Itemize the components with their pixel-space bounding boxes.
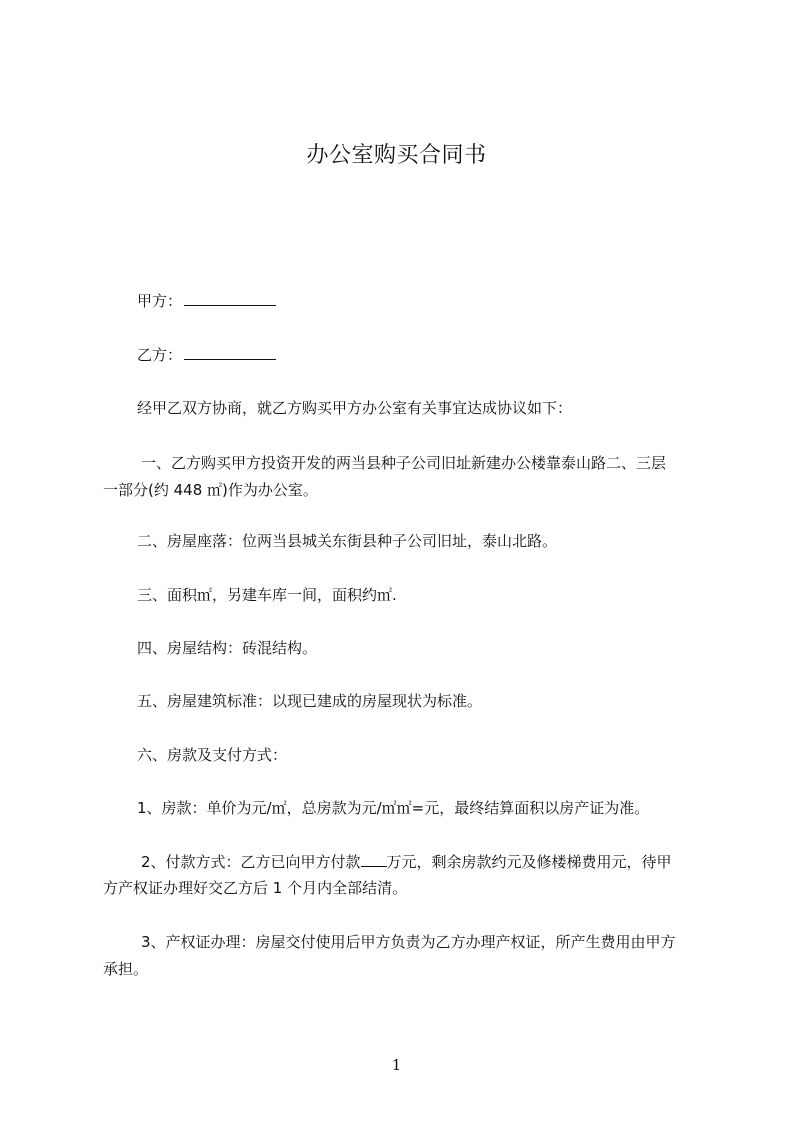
clause-4: 四、房屋结构：砖混结构。: [137, 639, 318, 657]
clause-1-line-2: 一部分(约 448 ㎡)作为办公室。: [103, 481, 318, 499]
party-a-blank: [184, 290, 276, 306]
clause-3: 三、面积㎡，另建车库一间，面积约㎡.: [137, 586, 397, 604]
sub-clause-1: 1、房款：单价为元/㎡，总房款为元/㎡㎡=元，最终结算面积以房产证为准。: [137, 799, 650, 817]
page-number: 1: [391, 1056, 402, 1074]
preamble: 经甲乙双方协商，就乙方购买甲方办公室有关事宜达成协议如下：: [137, 399, 573, 417]
sub-clause-3-line-1: 3、产权证办理：房屋交付使用后甲方负责为乙方办理产权证，所产生费用由甲方: [141, 933, 676, 951]
party-a-line: [137, 290, 276, 312]
document-title: 办公室购买合同书: [306, 143, 487, 168]
party-b-label: 乙方：: [137, 346, 183, 364]
payment-amount-blank: [361, 851, 387, 867]
party-b-blank: [184, 344, 276, 360]
clause-1-line-1: 一、乙方购买甲方投资开发的两当县种子公司旧址新建办公楼靠泰山路二、三层: [141, 454, 667, 472]
party-b-line: [137, 344, 276, 366]
party-a-label: 甲方：: [137, 292, 183, 310]
clause-2: 二、房屋座落：位两当县城关东街县种子公司旧址，泰山北路。: [137, 532, 558, 550]
sub-clause-2-suffix: 万元，剩余房款约元及修楼梯费用元，待甲: [386, 853, 672, 871]
sub-clause-3-line-2: 承担。: [103, 960, 149, 978]
sub-clause-2-prefix: 2、付款方式：乙方已向甲方付款: [141, 853, 361, 871]
sub-clause-2-line-2: 方产权证办理好交乙方后 1 个月内全部结清。: [103, 879, 408, 897]
clause-6: 六、房款及支付方式：: [137, 746, 288, 764]
clause-5: 五、房屋建筑标准：以现已建成的房屋现状为标准。: [137, 692, 483, 710]
sub-clause-2-line-1: [141, 851, 672, 873]
